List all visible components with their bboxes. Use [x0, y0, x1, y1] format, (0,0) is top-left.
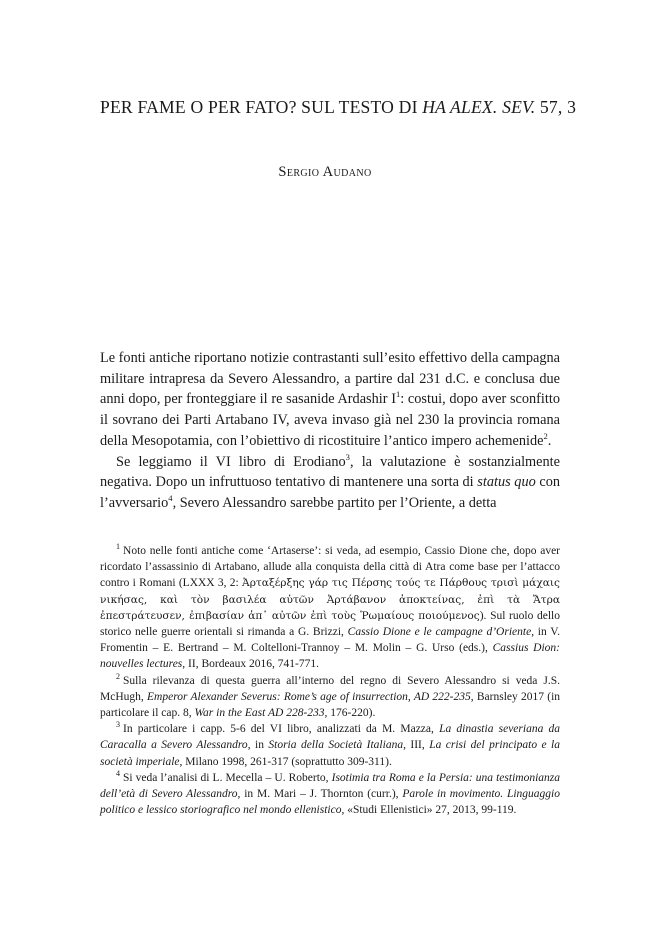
footnote-ref-4[interactable]: 4: [168, 493, 173, 504]
text-run: , Severo Alessandro sarebbe partito per l’Oriente, a detta: [172, 494, 497, 511]
author-name: Sergio Audano: [278, 164, 372, 180]
italic-run: Emperor Alexander Severus: Rome’s age of insurrection, AD 222-235: [147, 690, 471, 703]
footnote-4: [100, 770, 560, 819]
text-run: , Barnsley 2017 (in particolare il cap. 8,: [100, 690, 561, 720]
text-run: , II, Bordeaux 2016, 741-771.: [182, 658, 319, 671]
text-run: , in V. Fromentin – E. Bertrand – M. Coltelloni-Trannoy – M. Molin – G. Urso (eds.),: [100, 626, 560, 655]
title-text: PER FAME O PER FATO? SUL TESTO DI: [100, 97, 423, 117]
text-run: , III,: [403, 739, 430, 752]
article-title: [100, 97, 577, 118]
greek-quotation: Ἀρταξέρξης γάρ τις Πέρσης τούς τε Πάρθους τρισὶ μάχαις νικήσας, καὶ τὸν βασιλέα αὐτῶν Ἀρτάβανον ἀποκτείνας, ἐπὶ τὰ Ἄτρα ἐπεστράτευσεν, ἐπιβασίαν ἀπ᾿ αὐτῶν ἐπὶ τοὺς Ῥωμαίους ποιούμενος: [100, 577, 560, 622]
text-run: Sulla rilevanza di questa guerra all’interno del regno di Severo Alessandro si veda J.S. McHugh,: [100, 674, 560, 703]
footnote-3: [100, 721, 560, 770]
text-run: , in: [247, 739, 269, 752]
italic-run: Cassius Dion: nouvelles lectures: [100, 642, 561, 671]
text-run: , 176-220).: [324, 707, 376, 720]
paragraph-1: [100, 348, 560, 452]
text-run: Se leggiamo il VI libro di Erodiano: [116, 453, 346, 470]
text-run: , «Studi Ellenistici» 27, 2013, 99-119.: [341, 804, 517, 817]
italic-run: Cassio Dione e le campagne d’Oriente: [347, 626, 532, 639]
text-run: Si veda l’analisi di L. Mecella – U. Roberto,: [123, 771, 332, 784]
text-run: Noto nelle fonti antiche come ‘Artaserse’: si veda, ad esempio, Cassio Dione che, dopo aver ricordato l’assassinio di Artabano, allude alla conquista della città di Atra come base per l’attacco contro i Romani (LXXX 3, 2:: [100, 545, 560, 590]
text-run: ). Sul ruolo dello storico nelle guerre orientali si rimanda a G. Brizzi,: [100, 609, 560, 639]
footnote-2: [100, 673, 560, 722]
italic-run: La crisi del principato e la società imperiale: [100, 739, 560, 768]
text-run: con l’avversario: [100, 474, 561, 511]
footnote-ref-2[interactable]: 2: [543, 431, 548, 442]
footnote-number: 4: [116, 769, 121, 779]
italic-run: La dinastia severiana da Caracalla a Severo Alessandro: [100, 723, 560, 752]
text-run: , la valutazione è sostanzialmente negativa. Dopo un infruttuoso tentativo di mantenere una sorta di: [100, 453, 560, 491]
paragraph-2: [100, 452, 560, 514]
footnote-ref-3[interactable]: 3: [345, 451, 350, 462]
italic-run: War in the East AD 228-233: [194, 707, 325, 720]
text-run: : costui, dopo aver sconfitto il sovrano dei Parti Artabano IV, aveva invaso già nel 230 la provincia romana della Mesopotamia, con l’obiettivo di ricostituire l’antico impero achemenide: [100, 391, 560, 449]
italic-run: Parole in movimento. Linguaggio politico e lessico storiografico nel mondo ellenistico: [100, 788, 560, 817]
main-text: [100, 348, 560, 514]
title-end: 57, 3: [535, 97, 577, 117]
title-italic: HA ALEX. SEV.: [422, 97, 536, 117]
footnote-ref-1[interactable]: 1: [395, 389, 401, 400]
footnotes: [100, 543, 560, 818]
footnote-number: 2: [116, 671, 121, 681]
text-run: In particolare i capp. 5-6 del VI libro, analizzati da M. Mazza,: [123, 723, 440, 736]
text-run: , in M. Mari – J. Thornton (curr.),: [237, 788, 403, 801]
text-run: Le fonti antiche riportano notizie contrastanti sull’esito effettivo della campagna militare intrapresa da Severo Alessandro, a partire dal 231 d.C. e conclusa due anni dopo, per fronteggiare il re sasanide Ardashir I: [100, 350, 560, 408]
footnote-number: 1: [116, 542, 121, 552]
text-run: , Milano 1998, 261-317 (soprattutto 309-311).: [179, 755, 392, 768]
italic-run: Isotimia tra Roma e la Persia: una testimonianza dell’età di Severo Alessandro: [100, 771, 560, 801]
text-run: .: [547, 432, 552, 449]
footnote-1: [100, 543, 560, 673]
footnote-number: 3: [116, 720, 121, 730]
italic-run: status quo: [477, 474, 536, 491]
italic-run: Storia della Società Italiana: [268, 739, 404, 752]
